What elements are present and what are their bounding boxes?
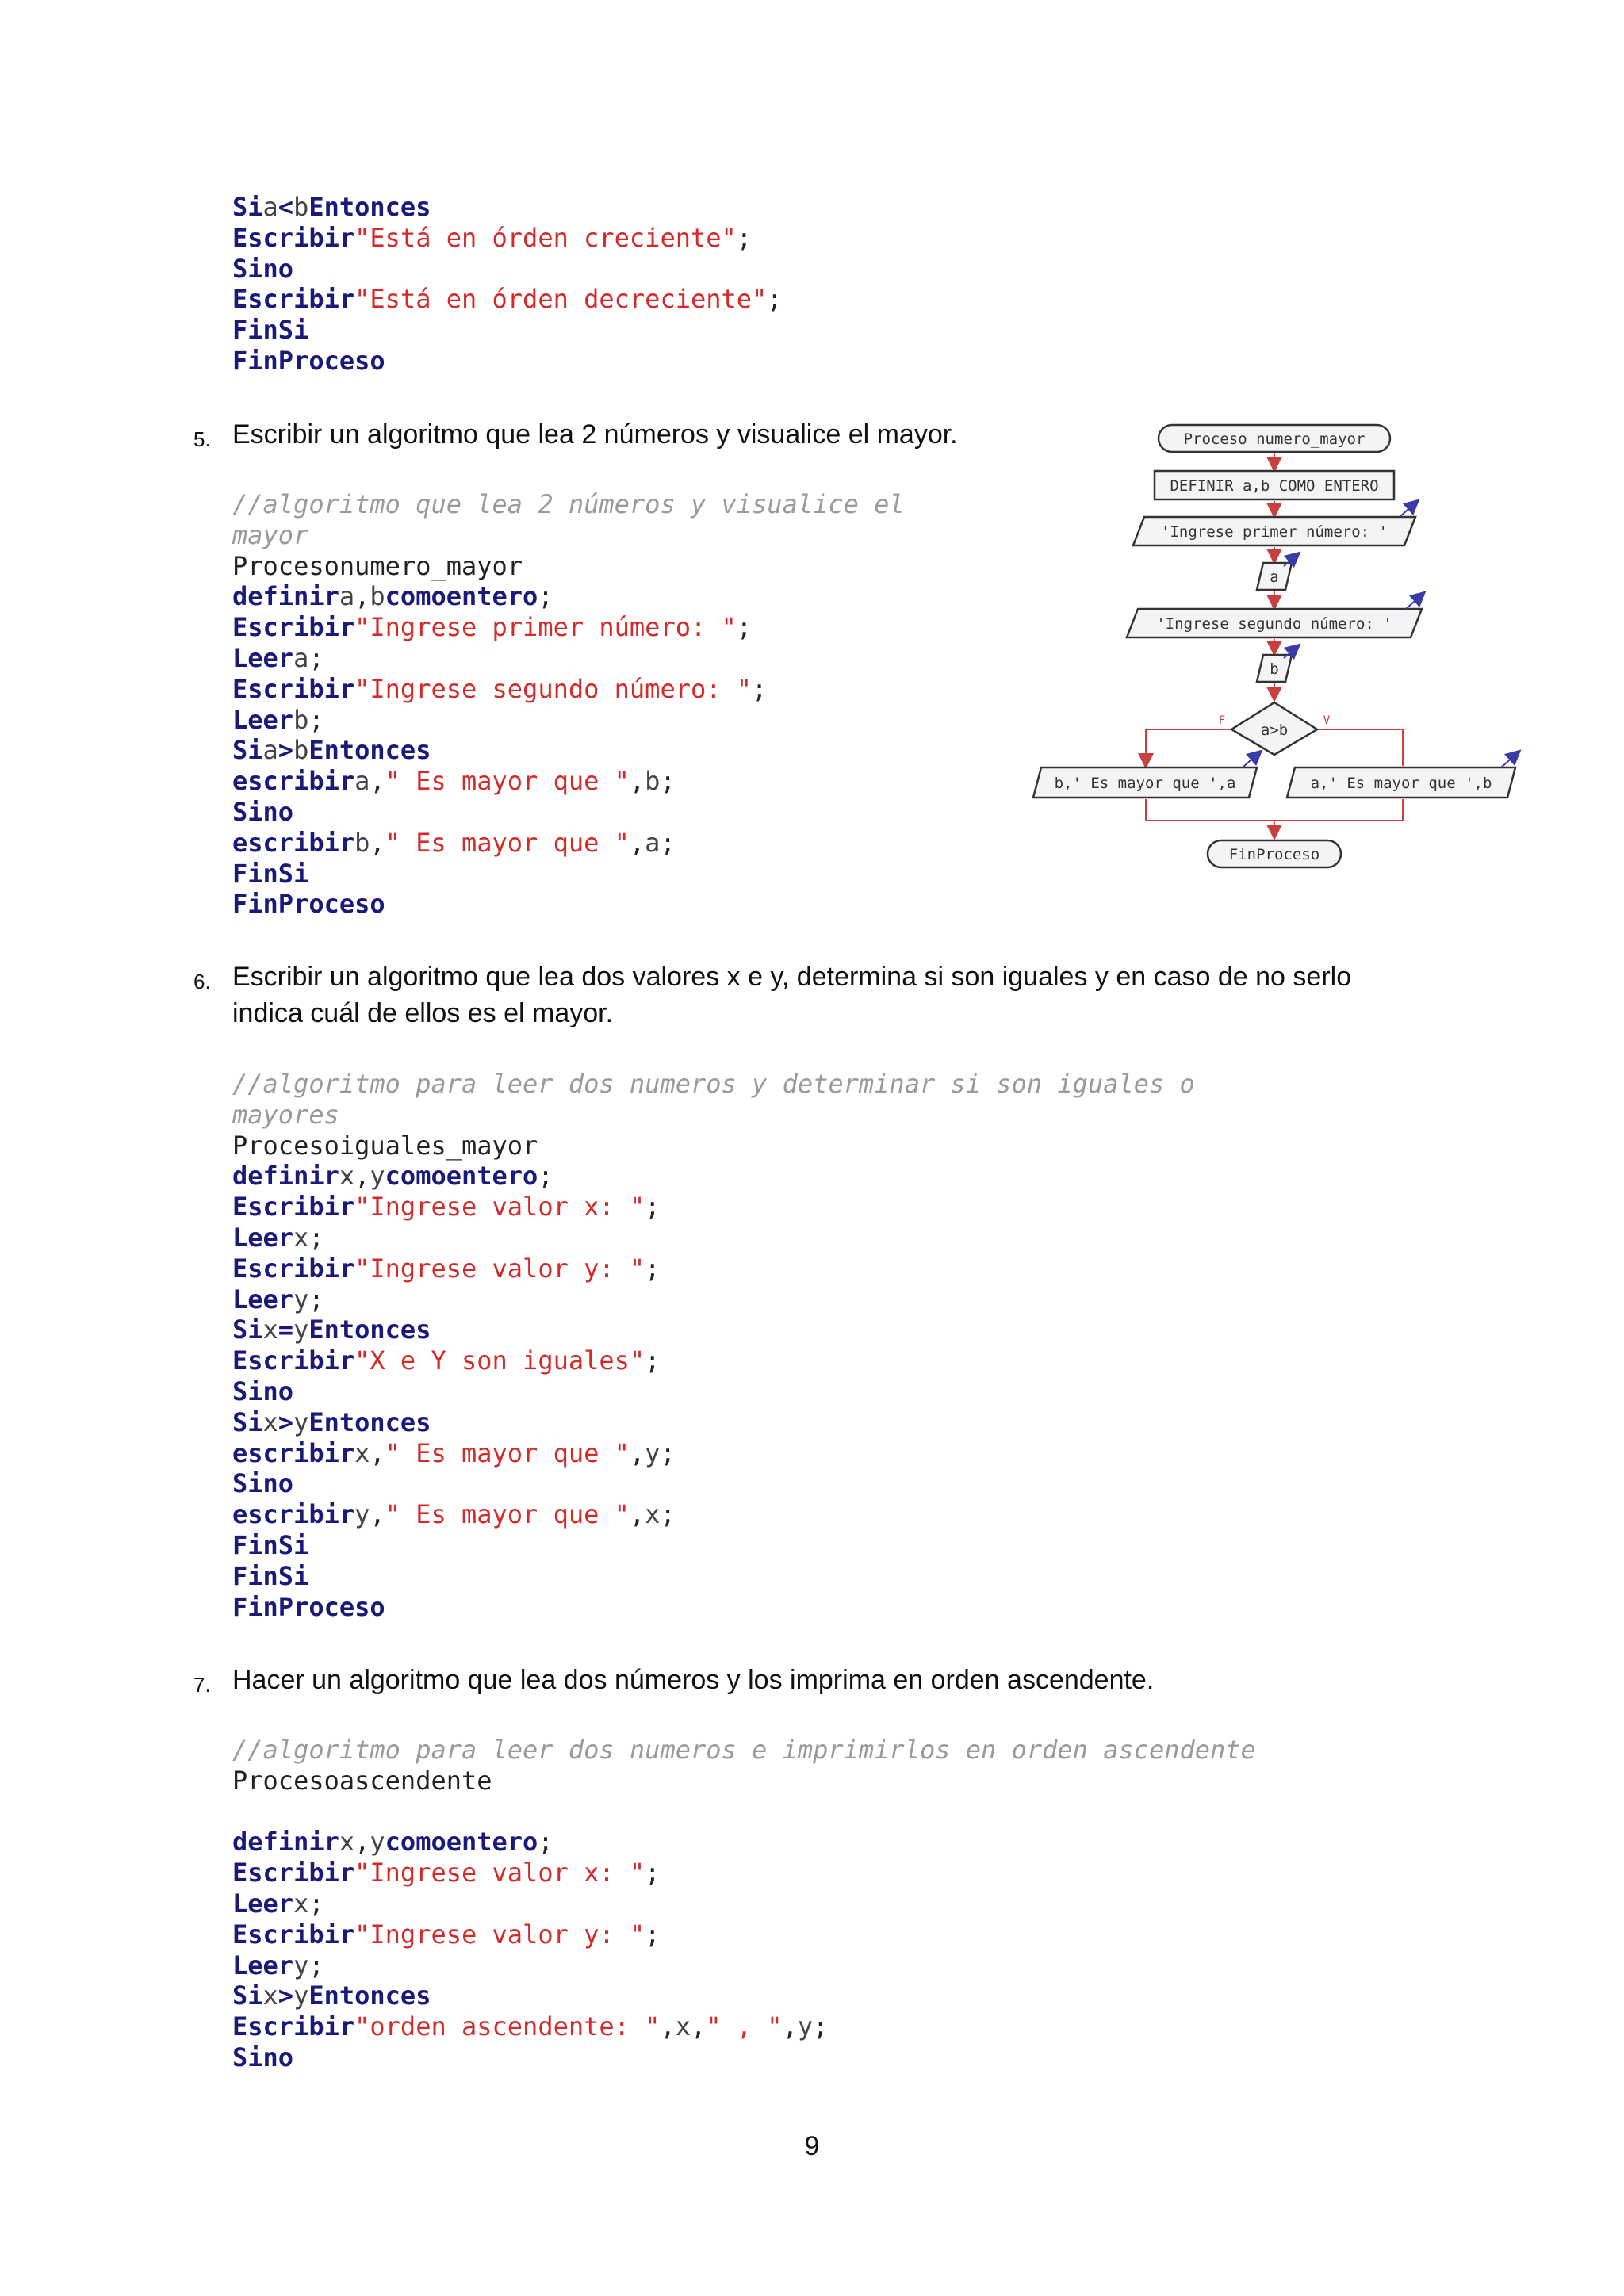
code-token: ,: [370, 827, 385, 858]
item-6-heading: [193, 959, 1431, 1031]
code-token: x: [339, 1161, 355, 1192]
code-token: ;: [645, 1192, 661, 1223]
code-line: [232, 1797, 1256, 1827]
code-token: "Ingrese valor y: ": [354, 1253, 645, 1284]
code-block-top: [232, 192, 783, 377]
code-token: x: [262, 1406, 278, 1437]
code-token: Escribir: [232, 1345, 355, 1376]
code-token: y: [645, 1437, 661, 1468]
code-token: x: [339, 1827, 355, 1858]
code-token: ;: [767, 284, 783, 315]
code-line: [232, 1161, 1195, 1192]
code-token: "orden ascendente: ": [354, 2011, 661, 2042]
code-token: Sino: [232, 2042, 294, 2072]
code-token: a: [354, 766, 370, 797]
code-token: "Ingrese segundo número: ": [354, 673, 753, 704]
code-token: Escribir: [232, 2011, 355, 2042]
code-token: FinSi: [232, 1529, 309, 1560]
code-token: y: [293, 1406, 309, 1437]
code-token: Escribir: [232, 284, 355, 315]
code-token: Leer: [232, 1888, 294, 1919]
item-7-number: 7.: [193, 1673, 211, 1697]
code-token: comoentero: [385, 1161, 538, 1192]
code-token: ,: [629, 1437, 645, 1468]
code-token: x: [675, 2011, 691, 2042]
code-token: ,: [660, 2011, 676, 2042]
code-token: Si: [232, 735, 263, 766]
code-line: [232, 828, 905, 859]
code-token: ,: [354, 581, 370, 612]
code-token: "Está en órden decreciente": [354, 284, 768, 315]
code-token: Sino: [232, 253, 294, 284]
code-line: [232, 1827, 1256, 1858]
code-line: [232, 1284, 1195, 1315]
code-token: Leer: [232, 1222, 294, 1253]
code-token: x: [262, 1980, 278, 2011]
page-number: 9: [804, 2131, 820, 2161]
code-token: a: [339, 581, 355, 612]
code-token: >: [278, 1980, 294, 2011]
code-token: x: [293, 1222, 309, 1253]
code-line: [232, 1530, 1195, 1561]
code-token: Escribir: [232, 673, 355, 704]
code-line: [232, 520, 905, 551]
flowchart-input-1-label: a: [1270, 568, 1279, 586]
code-line: [232, 766, 905, 797]
code-line: [232, 674, 905, 705]
code-token: Entonces: [308, 735, 431, 766]
code-line: [232, 1950, 1256, 1981]
code-token: y: [354, 1499, 370, 1530]
code-token: ;: [645, 1919, 661, 1950]
code-token: ;: [645, 1253, 661, 1284]
flowchart-diagram: [1027, 420, 1526, 880]
code-token: ;: [660, 1437, 676, 1468]
code-token: //algoritmo para leer dos numeros e imprimirlos en orden ascendente: [232, 1735, 1256, 1765]
flowchart-output-2-label: 'Ingrese segundo número: ': [1156, 615, 1392, 633]
code-block-item-5: [232, 489, 905, 920]
code-token: //algoritmo que lea 2 números y visualice el: [232, 489, 905, 519]
code-token: a: [262, 192, 278, 222]
item-6-text-line-1: Escribir un algoritmo que lea dos valores x e y, determina si son iguales y en caso de no serlo: [232, 962, 1352, 992]
code-token: Escribir: [232, 1192, 355, 1223]
code-token: ;: [308, 1888, 324, 1919]
code-token: mayores: [232, 1099, 339, 1130]
item-6-text-line-2: indica cuál de ellos es el mayor.: [232, 998, 614, 1028]
code-token: x: [354, 1437, 370, 1468]
code-token: ;: [308, 704, 324, 735]
code-line: [232, 551, 905, 582]
code-token: y: [370, 1827, 385, 1858]
code-block-item-6: [232, 1069, 1195, 1622]
code-token: a: [262, 735, 278, 766]
code-token: Si: [232, 1980, 263, 2011]
code-line: [232, 797, 905, 828]
flowchart-start-label: Proceso numero_mayor: [1183, 430, 1365, 448]
code-token: Proceso: [232, 1130, 339, 1161]
code-line: [232, 1766, 1256, 1797]
code-token: " Es mayor que ": [385, 1499, 630, 1530]
code-line: [232, 1314, 1195, 1345]
code-line: [232, 1592, 1195, 1623]
code-token: FinSi: [232, 315, 309, 346]
flowchart-decision-label: a>b: [1260, 721, 1289, 739]
code-line: [232, 1223, 1195, 1253]
flowchart-output-true-node: [1287, 755, 1515, 798]
code-line: [232, 889, 905, 920]
code-token: ;: [538, 581, 553, 612]
code-token: ;: [308, 1950, 324, 1980]
flowchart-end-node: [1208, 840, 1341, 867]
code-token: ,: [690, 2011, 707, 2042]
code-token: " , ": [706, 2011, 783, 2042]
code-token: " Es mayor que ": [385, 766, 630, 797]
code-token: ,: [782, 2011, 798, 2042]
code-line: [232, 1407, 1195, 1438]
code-token: ,: [629, 766, 645, 797]
code-line: [232, 612, 905, 643]
code-token: ;: [308, 1222, 324, 1253]
code-token: definir: [232, 1827, 339, 1858]
code-block-item-7: [232, 1735, 1256, 2073]
code-token: ;: [813, 2011, 829, 2042]
code-token: definir: [232, 581, 339, 612]
code-token: ;: [308, 1284, 324, 1314]
code-token: "Ingrese primer número: ": [354, 612, 737, 643]
code-token: ,: [354, 1827, 370, 1858]
flowchart-input-2-node: [1257, 649, 1295, 682]
code-line: [232, 1735, 1256, 1766]
code-token: Sino: [232, 1468, 294, 1499]
code-token: "Ingrese valor x: ": [354, 1192, 645, 1223]
code-line: [232, 859, 905, 890]
code-token: FinSi: [232, 1560, 309, 1591]
code-line: [232, 346, 783, 377]
code-token: ;: [660, 766, 676, 797]
code-token: y: [293, 1950, 309, 1980]
item-6-number: 6.: [193, 970, 211, 993]
flowchart-define-node: [1155, 471, 1394, 499]
code-token: ;: [308, 642, 324, 673]
code-token: y: [293, 1314, 309, 1345]
code-token: iguales_mayor: [339, 1130, 538, 1161]
code-token: ;: [538, 1827, 553, 1858]
code-token: ,: [629, 1499, 645, 1530]
code-token: ,: [370, 1437, 385, 1468]
flowchart-end-label: FinProceso: [1228, 846, 1320, 863]
code-token: ;: [645, 1345, 661, 1376]
flowchart-output-false-label: b,' Es mayor que ',a: [1054, 775, 1236, 792]
code-line: [232, 1980, 1256, 2011]
code-token: Escribir: [232, 1253, 355, 1284]
code-token: //algoritmo para leer dos numeros y determinar si son iguales o: [232, 1069, 1195, 1099]
code-token: ;: [736, 222, 753, 253]
code-token: >: [278, 1406, 294, 1437]
code-token: Entonces: [308, 1406, 431, 1437]
code-line: [232, 223, 783, 254]
code-token: ;: [645, 1858, 661, 1888]
code-token: FinProceso: [232, 889, 385, 920]
code-token: Escribir: [232, 1858, 355, 1888]
code-token: y: [370, 1161, 385, 1192]
code-token: "X e Y son iguales": [354, 1345, 645, 1376]
code-token: a: [645, 827, 661, 858]
code-token: Si: [232, 1406, 263, 1437]
code-token: Leer: [232, 1950, 294, 1980]
flowchart-start-node: [1159, 425, 1390, 452]
code-line: [232, 581, 905, 612]
code-line: [232, 1919, 1256, 1950]
code-token: ;: [660, 1499, 676, 1530]
flowchart-input-1-node: [1257, 557, 1295, 590]
code-token: =: [278, 1314, 294, 1345]
code-token: Si: [232, 1314, 263, 1345]
code-token: Sino: [232, 796, 294, 827]
code-token: escribir: [232, 1437, 355, 1468]
code-token: Entonces: [308, 1314, 431, 1345]
code-token: "Ingrese valor x: ": [354, 1858, 645, 1888]
code-line: [232, 315, 783, 346]
item-5-number: 5.: [193, 427, 211, 451]
code-token: Escribir: [232, 612, 355, 643]
code-line: [232, 735, 905, 766]
code-token: Leer: [232, 642, 294, 673]
code-token: FinProceso: [232, 345, 385, 376]
code-token: ;: [736, 612, 753, 643]
code-token: x: [262, 1314, 278, 1345]
code-line: [232, 1253, 1195, 1284]
code-token: <: [278, 192, 294, 222]
code-line: [232, 489, 905, 520]
flowchart-output-true-label: a,' Es mayor que ',b: [1310, 775, 1492, 792]
code-token: Escribir: [232, 1919, 355, 1950]
code-token: b: [370, 581, 385, 612]
code-line: [232, 192, 783, 223]
code-token: ,: [370, 766, 385, 797]
code-token: Proceso: [232, 1765, 339, 1796]
code-token: b: [645, 766, 661, 797]
code-line: [232, 1888, 1256, 1919]
code-token: b: [293, 704, 309, 735]
code-token: "Ingrese valor y: ": [354, 1919, 645, 1950]
code-line: [232, 1376, 1195, 1407]
code-token: ;: [660, 827, 676, 858]
code-line: [232, 1499, 1195, 1530]
code-line: [232, 2042, 1256, 2073]
code-token: >: [278, 735, 294, 766]
code-line: [232, 1858, 1256, 1888]
code-token: b: [293, 192, 309, 222]
code-token: Leer: [232, 1284, 294, 1314]
code-line: [232, 1561, 1195, 1592]
code-token: escribir: [232, 1499, 355, 1530]
code-token: x: [293, 1888, 309, 1919]
code-token: Sino: [232, 1376, 294, 1406]
code-token: numero_mayor: [339, 550, 523, 581]
code-line: [232, 643, 905, 674]
code-token: Entonces: [308, 1980, 431, 2011]
item-7-heading: [193, 1662, 1431, 1698]
code-token: " Es mayor que ": [385, 827, 630, 858]
flowchart-false-label: F: [1218, 714, 1226, 727]
item-7-text: Hacer un algoritmo que lea dos números y los imprima en orden ascendente.: [232, 1665, 1155, 1695]
code-token: Proceso: [232, 550, 339, 581]
flowchart-true-label: V: [1323, 714, 1331, 727]
code-token: mayor: [232, 519, 309, 550]
code-token: b: [293, 735, 309, 766]
code-line: [232, 1438, 1195, 1469]
flowchart-decision-node: [1219, 702, 1331, 755]
code-token: y: [293, 1980, 309, 2011]
code-line: [232, 254, 783, 285]
item-5-text: Escribir un algoritmo que lea 2 números y visualice el mayor.: [232, 419, 958, 450]
code-line: [232, 1131, 1195, 1161]
code-line: [232, 1100, 1195, 1131]
code-token: " Es mayor que ": [385, 1437, 630, 1468]
code-token: FinSi: [232, 858, 309, 889]
code-token: ,: [354, 1161, 370, 1192]
code-token: ascendente: [339, 1765, 492, 1796]
code-token: comoentero: [385, 1827, 538, 1858]
code-token: Si: [232, 192, 263, 222]
code-token: b: [354, 827, 370, 858]
code-token: y: [797, 2011, 814, 2042]
code-line: [232, 1345, 1195, 1376]
code-token: ,: [370, 1499, 385, 1530]
code-token: ;: [538, 1161, 553, 1192]
code-token: FinProceso: [232, 1591, 385, 1622]
code-line: [232, 1192, 1195, 1223]
code-token: escribir: [232, 766, 355, 797]
code-line: [232, 1069, 1195, 1100]
code-line: [232, 705, 905, 736]
code-token: Entonces: [308, 192, 431, 222]
code-token: a: [293, 642, 309, 673]
code-token: x: [645, 1499, 661, 1530]
flowchart-output-1-label: 'Ingrese primer número: ': [1161, 523, 1388, 541]
code-token: ;: [752, 673, 768, 704]
code-token: "Está en órden creciente": [354, 222, 737, 253]
code-line: [232, 284, 783, 315]
code-token: Leer: [232, 704, 294, 735]
code-token: y: [293, 1284, 309, 1314]
code-token: Escribir: [232, 222, 355, 253]
code-line: [232, 2011, 1256, 2042]
code-line: [232, 1468, 1195, 1499]
code-token: comoentero: [385, 581, 538, 612]
code-token: ,: [629, 827, 645, 858]
flowchart-define-label: DEFINIR a,b COMO ENTERO: [1170, 477, 1379, 495]
code-token: escribir: [232, 827, 355, 858]
code-token: definir: [232, 1161, 339, 1192]
flowchart-input-2-label: b: [1270, 660, 1279, 678]
